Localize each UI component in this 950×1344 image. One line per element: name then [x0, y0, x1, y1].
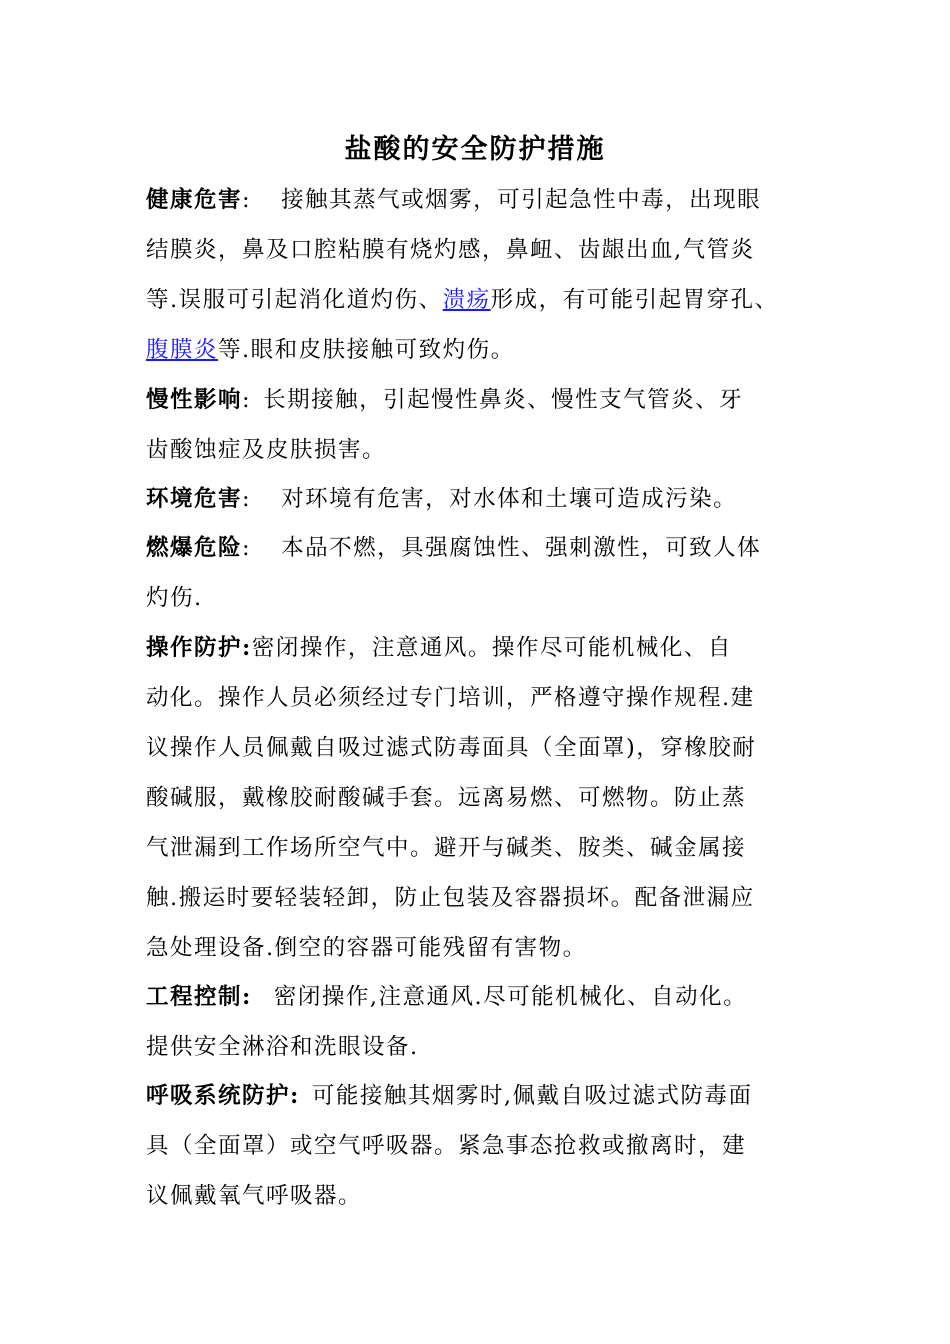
section-line: [146, 275, 818, 325]
section-label: 慢性影响: [146, 387, 243, 413]
section-line: 灼伤.: [146, 585, 203, 611]
section-line: 议佩戴氧气呼吸器。: [146, 1183, 363, 1209]
section-text: 密闭操作，注意通风。操作尽可能机械化、自: [251, 635, 732, 661]
section-text: 等.误服可引起消化道灼伤、: [146, 287, 443, 313]
section-engineering-control: [146, 972, 818, 1072]
section-line: [146, 375, 818, 425]
section-line: 具（全面罩）或空气呼吸器。紧急事态抢救或撤离时，建: [146, 1133, 747, 1159]
section-line: 动化。操作人员必须经过专门培训，严格遵守操作规程.建: [146, 685, 755, 711]
section-text: 对环境有危害，对水体和土壤可造成污染。: [281, 486, 738, 512]
section-operation-protection: [146, 623, 818, 973]
section-line: 提供安全淋浴和洗眼设备.: [146, 1034, 419, 1060]
section-line: [146, 972, 818, 1022]
section-line: [146, 523, 818, 573]
section-label: 工程控制:: [146, 984, 252, 1010]
section-label: 环境危害: [146, 486, 243, 512]
section-line: 急处理设备.倒空的容器可能残留有害物。: [146, 935, 587, 961]
section-health-hazard: [146, 175, 818, 375]
section-label: 操作防护:: [146, 635, 252, 661]
section-label: 燃爆危险: [146, 535, 243, 561]
section-respiratory-protection: [146, 1071, 818, 1221]
section-line: 酸碱服，戴橡胶耐酸碱手套。远离易燃、可燃物。防止蒸: [146, 785, 747, 811]
label-colon: :: [242, 187, 252, 213]
section-text: 本品不燃，具强腐蚀性、强刺激性，可致人体: [281, 535, 762, 561]
section-chronic-effects: [146, 375, 818, 475]
section-line: [146, 1071, 818, 1121]
section-text: 等.眼和皮肤接触可致灼伤。: [218, 337, 515, 363]
section-line: 议操作人员佩戴自吸过滤式防毒面具（全面罩)，穿橡胶耐: [146, 735, 757, 761]
page-title: 盐酸的安全防护措施: [344, 134, 606, 165]
section-line: 气泄漏到工作场所空气中。避开与碱类、胺类、碱金属接: [146, 835, 747, 861]
section-label: 呼吸系统防护:: [146, 1083, 300, 1109]
section-text: 形成，有可能引起胃穿孔、: [490, 287, 779, 313]
section-text: 长期接触，引起慢性鼻炎、慢性支气管炎、牙: [263, 387, 744, 413]
section-text: 可能接触其烟雾时,佩戴自吸过滤式防毒面: [311, 1083, 753, 1109]
section-line: [146, 623, 818, 673]
section-environmental-hazard: [146, 474, 818, 524]
label-colon: :: [242, 486, 252, 512]
section-explosion-hazard: [146, 523, 818, 623]
section-line: [146, 175, 818, 225]
section-label: 健康危害: [146, 187, 243, 213]
link-peritonitis[interactable]: 腹膜炎: [146, 337, 219, 363]
section-text: 密闭操作,注意通风.尽可能机械化、自动化。: [273, 984, 748, 1010]
label-colon: :: [242, 387, 252, 413]
section-line: [146, 325, 818, 375]
section-line: [146, 474, 818, 524]
section-line: 触.搬运时要轻装轻卸，防止包装及容器损坏。配备泄漏应: [146, 885, 755, 911]
section-line: 结膜炎，鼻及口腔粘膜有烧灼感，鼻衄、齿龈出血,气管炎: [146, 237, 755, 263]
section-text: 接触其蒸气或烟雾，可引起急性中毒，出现眼: [281, 187, 762, 213]
section-line: 齿酸蚀症及皮肤损害。: [146, 437, 387, 463]
label-colon: :: [242, 535, 252, 561]
link-ulcer[interactable]: 溃疡: [442, 287, 491, 313]
